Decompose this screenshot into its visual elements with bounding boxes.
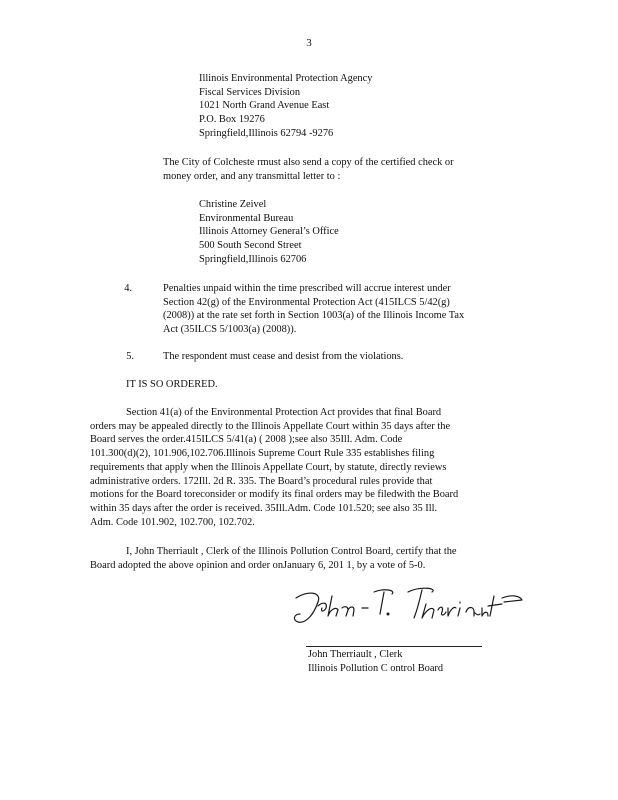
- paragraph-line: Section 42(g) of the Environmental Protection Act (415ILCS 5/42(g): [163, 296, 450, 308]
- paragraph-line: I, John Therriault , Clerk of the Illinois Pollution Control Board, certify that the: [126, 546, 457, 557]
- address-line: Springfield,Illinois 62706: [199, 253, 307, 265]
- paragraph-line: Board serves the order.415ILCS 5/41(a) ( 2008 );see also 35Ill. Adm. Code: [90, 434, 403, 446]
- address-line: Fiscal Services Division: [199, 86, 301, 98]
- paragraph-line: orders may be appealed directly to the Illinois Appellate Court within 35 days after the: [90, 420, 451, 432]
- paragraph-line: administrative orders. 172Ill. 2d R. 335. The Board’s procedural rules provide that: [90, 475, 433, 487]
- certification-paragraph: [90, 545, 510, 572]
- handwritten-signature: [288, 584, 528, 632]
- appeal-paragraph: [90, 406, 510, 529]
- paragraph-line: Section 41(a) of the Environmental Protection Act provides that final Board: [126, 407, 442, 418]
- paragraph-line: within 35 days after the order is received. 35Ill.Adm. Code 101.520; see also 35 Ill.: [90, 502, 438, 514]
- page-number: 3: [306, 37, 312, 49]
- address-line: Environmental Bureau: [199, 212, 294, 224]
- address-line: 500 South Second Street: [199, 240, 302, 252]
- item-4-text: [163, 282, 508, 337]
- address-line: Illinois Attorney General’s Office: [199, 226, 339, 238]
- signer-organization: Illinois Pollution C ontrol Board: [308, 662, 444, 674]
- address-line: 1021 North Grand Avenue East: [199, 100, 330, 112]
- copy-instruction: [163, 156, 495, 183]
- address-line: Springfield,Illinois 62794 -9276: [199, 127, 334, 139]
- paragraph-line: Board adopted the above opinion and order onJanuary 6, 201 1, by a vote of 5-0.: [90, 559, 426, 571]
- paragraph-line: requirements that apply when the Illinois Appellate Court, by statute, directly reviews: [90, 461, 447, 473]
- paragraph-line: (2008)) at the rate set forth in Section 1003(a) of the Illinois Income Tax: [163, 310, 465, 322]
- item-5-text: The respondent must cease and desist from the violations.: [163, 351, 404, 362]
- signer-block: [308, 648, 443, 675]
- item-4-number: 4.: [124, 283, 132, 294]
- it-is-so-ordered: IT IS SO ORDERED.: [126, 379, 218, 390]
- address-line: Illinois Environmental Protection Agency: [199, 73, 373, 84]
- paragraph-line: The City of Colcheste rmust also send a copy of the certified check or: [163, 157, 454, 168]
- paragraph-line: money order, and any transmittal letter to :: [163, 170, 341, 182]
- paragraph-line: motions for the Board toreconsider or modify its final orders may be filedwith the Board: [90, 489, 459, 501]
- agency-address-block: [199, 72, 372, 141]
- item-5-number: 5.: [126, 351, 134, 362]
- signature-line: [306, 646, 482, 647]
- attorney-general-address-block: [199, 198, 339, 267]
- address-line: P.O. Box 19276: [199, 114, 265, 126]
- paragraph-line: Penalties unpaid within the time prescribed will accrue interest under: [163, 283, 451, 294]
- paragraph-line: 101.300(d)(2), 101.906,102.706.Illinois Supreme Court Rule 335 establishes filing: [90, 448, 435, 460]
- paragraph-line: Adm. Code 101.902, 102.700, 102.702.: [90, 516, 255, 528]
- paragraph-line: Act (35ILCS 5/1003(a) (2008)).: [163, 324, 297, 336]
- address-line: Christine Zeivel: [199, 199, 267, 210]
- signer-name: John Therriault , Clerk: [308, 649, 403, 660]
